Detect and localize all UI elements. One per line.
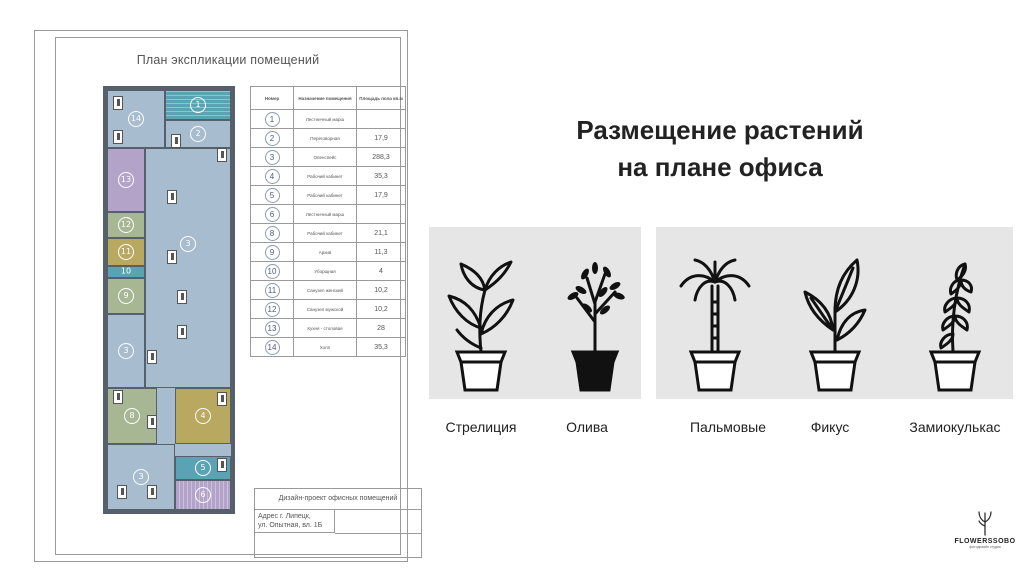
room-purpose: Холл bbox=[294, 338, 357, 357]
room-3-corridor: 3 bbox=[107, 314, 145, 388]
room-number: 1 bbox=[265, 112, 280, 127]
plant-marker bbox=[113, 130, 123, 144]
plant-label-ficus: Фикус bbox=[810, 419, 850, 435]
stamp-address bbox=[255, 509, 335, 533]
stamp-address-line1: Адрес г. Липецк, bbox=[258, 513, 311, 520]
table-row bbox=[251, 167, 406, 186]
plant-label-strelitzia: Стрелиция bbox=[445, 419, 517, 435]
plant-marker bbox=[113, 96, 123, 110]
plant-marker bbox=[217, 458, 227, 472]
room-5: 5 bbox=[175, 456, 231, 480]
table-header: Назначение помещения bbox=[294, 87, 357, 110]
plant-marker bbox=[147, 350, 157, 364]
room-13: 13 bbox=[107, 148, 145, 212]
room-3-openspace: 3 bbox=[145, 148, 231, 388]
plant-marker bbox=[217, 392, 227, 406]
room-1-stairs: 1 bbox=[165, 90, 231, 120]
room-area: 35,3 bbox=[357, 167, 406, 186]
room-area: 10,2 bbox=[357, 281, 406, 300]
room-number: 8 bbox=[265, 226, 280, 241]
table-row bbox=[251, 205, 406, 224]
room-6-stairs: 6 bbox=[175, 480, 231, 510]
room-number: 13 bbox=[265, 321, 280, 336]
table-row bbox=[251, 338, 406, 357]
plant-label-palm: Пальмовые bbox=[689, 419, 766, 435]
room-number: 3 bbox=[265, 150, 280, 165]
plant-marker bbox=[147, 485, 157, 499]
room-purpose: Лестничный марш bbox=[294, 110, 357, 129]
plant-marker bbox=[147, 415, 157, 429]
room-4: 4 bbox=[175, 388, 231, 444]
plant-marker bbox=[167, 190, 177, 204]
plant-marker bbox=[217, 148, 227, 162]
room-area: 4 bbox=[357, 262, 406, 281]
table-row bbox=[251, 319, 406, 338]
table-row bbox=[251, 129, 406, 148]
room-14: 14 bbox=[107, 90, 165, 148]
room-area: 35,3 bbox=[357, 338, 406, 357]
room-purpose: Опенспейс bbox=[294, 148, 357, 167]
table-row bbox=[251, 186, 406, 205]
room-10: 10 bbox=[107, 266, 145, 278]
sheet-frame bbox=[55, 37, 401, 555]
room-purpose: Санузел женский bbox=[294, 281, 357, 300]
table-row bbox=[251, 262, 406, 281]
room-number: 2 bbox=[265, 131, 280, 146]
plant-label-zamioculcas: Замиокулькас bbox=[909, 419, 1001, 435]
logo-name: FLOWERSSOBO bbox=[954, 538, 1016, 545]
room-purpose: Переговорная bbox=[294, 129, 357, 148]
room-area bbox=[357, 110, 406, 129]
title-block-stamp bbox=[254, 488, 422, 558]
room-number: 14 bbox=[265, 340, 280, 355]
room-area: 10,2 bbox=[357, 300, 406, 319]
room-8: 8 bbox=[107, 388, 157, 444]
table-row bbox=[251, 281, 406, 300]
room-purpose: Архив bbox=[294, 243, 357, 262]
table-header-row bbox=[251, 87, 406, 110]
table-row bbox=[251, 300, 406, 319]
strelitzia-icon bbox=[441, 252, 521, 392]
room-9: 9 bbox=[107, 278, 145, 314]
zamioculcas-icon bbox=[915, 252, 995, 392]
table-row bbox=[251, 110, 406, 129]
room-purpose: Санузел мужской bbox=[294, 300, 357, 319]
slide-title bbox=[540, 112, 900, 186]
room-purpose: Рабочий кабинет bbox=[294, 167, 357, 186]
room-purpose: Лестничный марш bbox=[294, 205, 357, 224]
room-area: 17,9 bbox=[357, 186, 406, 205]
room-purpose: Кухня - столовая bbox=[294, 319, 357, 338]
table-row bbox=[251, 224, 406, 243]
room-area bbox=[357, 205, 406, 224]
table-row bbox=[251, 148, 406, 167]
room-purpose: Рабочий кабинет bbox=[294, 186, 357, 205]
plant-marker bbox=[117, 485, 127, 499]
room-area: 288,3 bbox=[357, 148, 406, 167]
palm-icon bbox=[675, 252, 755, 392]
room-area: 21,1 bbox=[357, 224, 406, 243]
room-purpose: Рабочий кабинет bbox=[294, 224, 357, 243]
stamp-address-line2: ул. Опытная, вл. 1Б bbox=[258, 522, 323, 529]
room-12: 12 bbox=[107, 212, 145, 238]
plant-marker bbox=[171, 134, 181, 148]
floor-plan-sheet bbox=[34, 30, 408, 562]
room-11: 11 bbox=[107, 238, 145, 266]
table-row bbox=[251, 243, 406, 262]
room-number: 11 bbox=[265, 283, 280, 298]
sheet-title: План экспликации помещений bbox=[136, 53, 320, 67]
room-number: 12 bbox=[265, 302, 280, 317]
plant-marker bbox=[177, 290, 187, 304]
room-3-bottom: 3 bbox=[107, 444, 175, 510]
stamp-project: Дизайн-проект офисных помещений bbox=[255, 489, 421, 510]
logo-tagline: фитодизайн студия bbox=[969, 545, 1001, 549]
room-number: 6 bbox=[265, 207, 280, 222]
brand-logo bbox=[950, 510, 1020, 549]
room-number: 5 bbox=[265, 188, 280, 203]
room-area: 28 bbox=[357, 319, 406, 338]
room-area: 17,9 bbox=[357, 129, 406, 148]
plant-marker bbox=[113, 390, 123, 404]
slide-title-line1: Размещение растений bbox=[576, 115, 864, 145]
olive-tree-icon bbox=[555, 252, 635, 392]
room-area: 11,3 bbox=[357, 243, 406, 262]
slide-title-line2: на плане офиса bbox=[617, 152, 823, 182]
room-2: 2 bbox=[165, 120, 231, 148]
explication-table bbox=[250, 86, 406, 357]
room-number: 4 bbox=[265, 169, 280, 184]
plant-label-olive: Олива bbox=[566, 419, 608, 435]
plant-marker bbox=[167, 250, 177, 264]
table-header: Площадь пола кв.м bbox=[357, 87, 406, 110]
room-number: 10 bbox=[265, 264, 280, 279]
stamp-cell bbox=[335, 509, 421, 534]
table-header: Номер bbox=[251, 87, 294, 110]
room-number: 9 bbox=[265, 245, 280, 260]
ficus-icon bbox=[795, 252, 875, 392]
floor-plan bbox=[103, 86, 235, 514]
flower-logo-icon bbox=[976, 510, 994, 536]
plant-marker bbox=[177, 325, 187, 339]
room-purpose: Уборщная bbox=[294, 262, 357, 281]
